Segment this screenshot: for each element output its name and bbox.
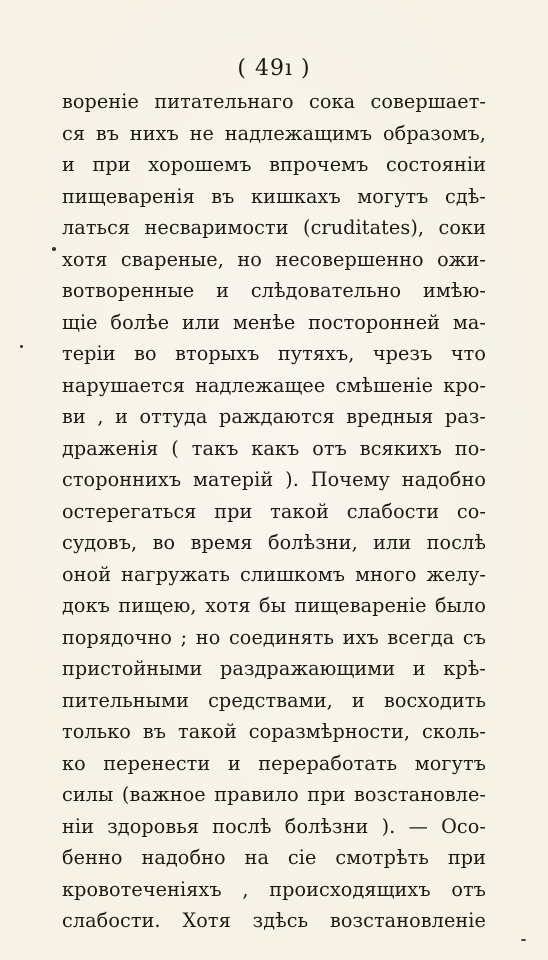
text-line: только въ такой соразмѣрности, сколь- — [62, 720, 486, 743]
text-line: бенно надобно на сіе смотрѣть при — [62, 846, 486, 869]
text-line: кровотеченіяхъ , происходящихъ отъ — [62, 877, 486, 901]
page-number: ( 49ı ) — [237, 56, 311, 81]
text-line: ся въ нихъ не надлежащимъ образомъ, — [62, 121, 486, 145]
text-line: вореніе питательнаго сока совершает- — [62, 90, 486, 113]
text-line: слабости. Хотя здѣсь возстановленіе — [62, 909, 486, 932]
text-line: ви , и оттуда раждаются вредныя раз- — [62, 405, 486, 428]
text-line: оной нагружать слишкомъ много желу- — [62, 562, 486, 586]
text-line: латься несваримости (cruditates), соки — [62, 216, 486, 239]
ink-speck — [521, 939, 526, 941]
ink-speck — [52, 247, 56, 251]
text-line: ко перенести и переработать могутъ — [62, 751, 486, 775]
text-line: пительными средствами, и восходить — [62, 688, 486, 712]
text-line: пищеваренія въ кишкахъ могутъ сдѣ- — [62, 184, 486, 208]
text-line: ніи здоровья послѣ болѣзни ). — Осо- — [62, 814, 486, 838]
text-line: хотя свареные, но несовершенно ожи- — [62, 247, 486, 271]
text-line: щіе болѣе или менѣе посторонней ма- — [62, 310, 486, 334]
text-line: порядочно ; но соединять ихъ всегда съ — [62, 625, 486, 649]
text-line: пристойными раздражающими и крѣ- — [62, 657, 486, 680]
text-line: остерегаться при такой слабости со- — [62, 499, 486, 523]
ink-speck — [20, 345, 23, 348]
text-line: силы (важное правило при возстановле- — [62, 783, 486, 806]
body-text — [62, 86, 486, 937]
text-line: стороннихъ матерій ). Почему надобно — [62, 468, 486, 491]
text-line: теріи во вторыхъ путяхъ, чрезъ что — [62, 342, 486, 365]
text-line: и при хорошемъ впрочемъ состояніи — [62, 153, 486, 176]
text-line: судовъ, во время болѣзни, или послѣ — [62, 531, 486, 554]
text-line: вотворенные и слѣдовательно имѣю- — [62, 279, 486, 302]
text-line: нарушается надлежащее смѣшеніе кро- — [62, 373, 486, 397]
text-line: драженія ( такъ какъ отъ всякихъ по- — [62, 436, 486, 460]
text-line: докъ пищею, хотя бы пищевареніе было — [62, 594, 486, 617]
